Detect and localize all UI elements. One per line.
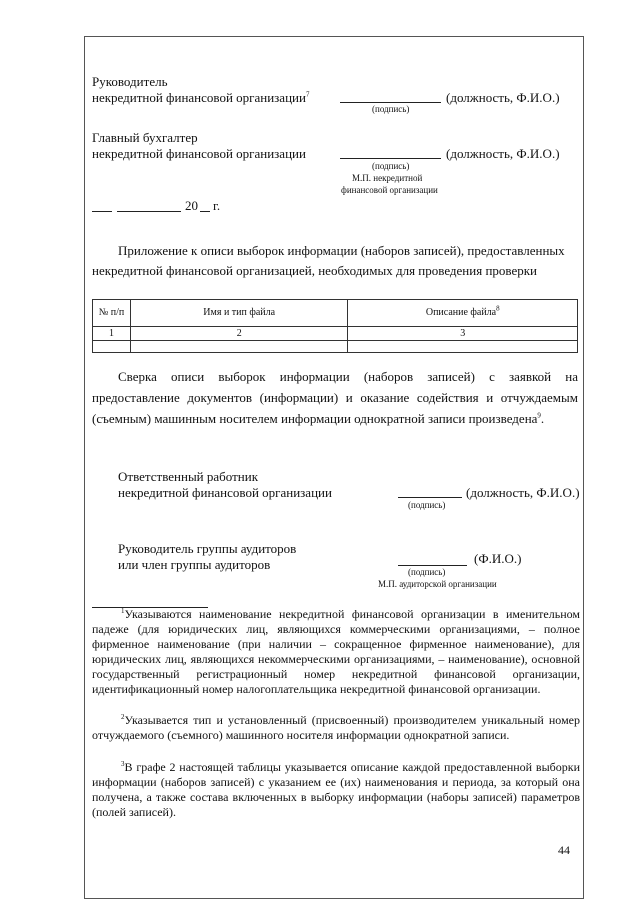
table-header-row xyxy=(93,300,578,327)
files-table xyxy=(92,299,578,353)
date-suffix: г. xyxy=(213,198,221,213)
footnote-1: $^1$Указываются наименование некредитной финансовой организации в именительном падеже (для юридических лиц, являющихся коммерческими организациями, – полное фирменное наименование (при наличии – сокращенное фирменное наименование), для юридических лиц, являющихся некоммерческими организациями, – наименование), основной государственный регистрационный номер некредитной финансовой организации, идентификационный номер налогоплательщика некредитной финансовой организации. xyxy=(92,607,580,696)
reconciliation-line-1: Сверка описи выборок информации (наборов записей) с заявкой на xyxy=(118,369,578,384)
chief-sign-line xyxy=(340,158,441,159)
date-month-line xyxy=(117,211,181,212)
column-number-3: 3 xyxy=(348,327,578,341)
auditor-sign-label: (подпись) xyxy=(408,567,446,577)
head-position-label: (должность, Ф.И.О.) xyxy=(446,90,560,105)
header-number: № п/п xyxy=(93,300,131,327)
appendix-title-line-2: некредитной финансовой организацией, необходимых для проведения проверки xyxy=(92,263,538,278)
auditor-sign-line xyxy=(398,565,467,566)
table-row xyxy=(93,341,578,353)
column-number-2: 2 xyxy=(130,327,348,341)
reconciliation-note-mark: 9 xyxy=(537,411,541,420)
stamp-line-1: М.П. некредитной xyxy=(352,173,423,183)
table-row xyxy=(93,327,578,341)
responsible-title-2: некредитной финансовой организации xyxy=(118,485,332,500)
header-file-description: Описание файла$^8$ xyxy=(348,300,578,327)
reconciliation-line-3: (съемным) машинным носителем информации однократной записи произведена$^9$. xyxy=(92,411,545,426)
table-cell xyxy=(93,341,131,353)
responsible-title-1: Ответственный работник xyxy=(118,469,259,484)
footnote-2: $^2$Указывается тип и установленный (присвоенный) производителем уникальный номер отчуждаемого (съемного) машинного носителя информации однократной записи. xyxy=(92,713,580,742)
auditor-title-1: Руководитель группы аудиторов xyxy=(118,541,297,556)
table-cell xyxy=(130,341,348,353)
responsible-position-label: (должность, Ф.И.О.) xyxy=(466,485,580,500)
header-note-mark: 8 xyxy=(496,304,500,313)
responsible-sign-line xyxy=(398,497,462,498)
chief-position-label: (должность, Ф.И.О.) xyxy=(446,146,560,161)
responsible-sign-label: (подпись) xyxy=(408,500,446,510)
page-number: 44 xyxy=(558,843,570,857)
chief-title-2: некредитной финансовой организации xyxy=(92,146,306,161)
head-title-2: некредитной финансовой организации$^7$ xyxy=(92,90,310,105)
auditor-position-label: (Ф.И.О.) xyxy=(474,551,522,566)
date-day-line xyxy=(92,211,112,212)
head-note-mark: 7 xyxy=(305,90,310,99)
reconciliation-line-2: предоставление документов (информации) и оказание содействия и отчуждаемым xyxy=(92,390,578,405)
footnote-3-mark: 3 xyxy=(121,760,125,768)
chief-title-1: Главный бухгалтер xyxy=(92,130,198,145)
date-year-prefix: 20 xyxy=(185,198,198,213)
head-sign-label: (подпись) xyxy=(372,104,410,114)
footnote-3: $^3$В графе 2 настоящей таблицы указывается описание каждой предоставленной выборки информации (наборов записей) с указанием ее (их) наименования и периода, за который она получена, а также состава включенных в выборку информации (наборы записей) параметров (полей записей). xyxy=(92,760,580,819)
head-title-1: Руководитель xyxy=(92,74,168,89)
chief-sign-label: (подпись) xyxy=(372,161,410,171)
auditor-title-2: или член группы аудиторов xyxy=(118,557,271,572)
header-file-name: Имя и тип файла xyxy=(130,300,348,327)
column-number-1: 1 xyxy=(93,327,131,341)
footnote-2-mark: 2 xyxy=(121,713,125,721)
stamp-line-2: финансовой организации xyxy=(341,185,438,195)
table-cell xyxy=(348,341,578,353)
footnote-1-mark: 1 xyxy=(121,607,125,615)
head-sign-line xyxy=(340,102,441,103)
auditor-stamp-label: М.П. аудиторской организации xyxy=(378,579,497,589)
appendix-title-line-1: Приложение к описи выборок информации (наборов записей), предоставленных xyxy=(118,243,565,258)
date-year-line xyxy=(200,211,210,212)
